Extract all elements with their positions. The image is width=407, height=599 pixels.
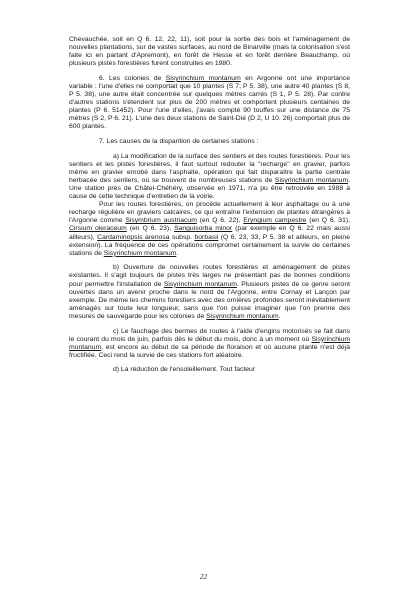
paragraph-c-text-2: , est encore au début de sa période de floraison et où aucune plante n'est déjà fructifiée. Ceci rend la survie de ces stations fort aléatoire. bbox=[69, 343, 350, 359]
taxon-name: Sisyrinchium montanum bbox=[206, 312, 279, 320]
paragraph-d-text: d) La réduction de l'ensoleillement. Tout facteur bbox=[113, 366, 256, 374]
paragraph-b-text-1: b) Ouverture de nouvelles routes forestières et aménagement de pistes existantes. Il s'agit toujours de pistes très larges ne présentant pas de bonnes conditions pour permettre l'installation de bbox=[69, 264, 350, 288]
routes-text-7: (Q 6. 23, 33, P 5. 38 et ailleurs, en pleine extension). La fréquence de ces opérations compromet certainement la survie de certaines stations de bbox=[69, 233, 350, 257]
taxon-name: Sisyrinchium montanum bbox=[163, 280, 237, 288]
routes-text-6: subsp. bbox=[169, 233, 195, 241]
taxon-name: Sanguisorba minor bbox=[174, 225, 233, 233]
paragraph-b-text-3: . bbox=[278, 312, 281, 320]
paragraph-c bbox=[69, 328, 350, 360]
taxon-name: Sisyrinchium montanum bbox=[103, 249, 177, 257]
section-7-heading bbox=[69, 138, 350, 146]
taxon-name: Cardaminopsis arenosa bbox=[97, 233, 170, 241]
paragraph-a-text-2: . Une station près de Châtel-Chéhéry, observée en 1971, n'a pu être retrouvée en 1988 à cause de cette technique d'entretien de la voirie. bbox=[69, 176, 351, 201]
section-6-paragraph bbox=[69, 75, 350, 132]
taxon-name: Eryngium campestre bbox=[243, 217, 307, 225]
section-6-text: en Argonne ont une importance variable : l'une d'elles ne comportait que 10 plantes (S 7, P 5. 38), une autre 40 plantes (S 8, P 5. 38), une autre était concentrée sur quelques mètres carrés (S 1, P 5. 28). Par contre d'autres stations s'étendent sur plus de 200 mètres et comportent plusieurs centaines de plantes (P 6. 51452). Pour l'une d'elles, j'avais compté 90 touffes sur une distance de 75 mètres (S 2, P 6. 21). L'une des deux stations de Saint-Dié (D 2, U 10. 26) comportait plus de 600 plantes. bbox=[69, 74, 350, 131]
routes-text-8: . bbox=[176, 249, 179, 257]
paragraph-a-text-1: a) La modification de la surface des sentiers et des routes forestières. Pour les sentiers et les pistes forestières, il faut surtout redouter la "recharge" en gravier, parfois même en gravier enrobé dans l'asphalte, opération qui fait disparaître la partie centrale herbacée des sentiers, où se trouvent de nombreuses stations de bbox=[69, 152, 350, 184]
routes-text-2: (en Q 6. 22), bbox=[196, 217, 244, 225]
paragraph-d bbox=[69, 366, 350, 374]
intro-paragraph bbox=[69, 36, 350, 68]
taxon-name: Sisyrinchium montanum bbox=[274, 176, 349, 184]
routes-text-5: (par exemple en Q 6. 22 mais aussi ailleurs), bbox=[69, 225, 350, 241]
routes-text-4: (en Q 6. 23), bbox=[126, 225, 175, 233]
section-6-lead: 6. Les colonies de bbox=[99, 74, 166, 82]
routes-text-1: Pour les routes forestières, on procède actuellement à leur asphaltage ou à une recharge régulière en graviers calcaires, ce qui entraîne l'extension de plantes étrangères à l'Argonne comme bbox=[69, 201, 350, 225]
taxon-name: Sisyrinchium montanum bbox=[165, 74, 241, 82]
page-body bbox=[69, 36, 350, 374]
taxon-name: Sisymbrium austriacum bbox=[125, 217, 197, 225]
paragraph-b bbox=[69, 264, 350, 321]
routes-text-3: (en Q 6. 31), bbox=[306, 217, 351, 225]
paragraph-b-text-2: . Plusieurs pistes de ce genre seront ouvertes dans un avenir proche dans le nord de l'Argonne, entre Cornay et Lançon par exemple. De même les chemins forestiers avec des ornières profondes seront inévitablement aménagés sur toute leur longueur, sans que l'on puisse imaginer que l'on prenne des mesures de sauvegarde pour les colonies de bbox=[69, 280, 351, 320]
paragraph-c-text-1: c) Le fauchage des bermes de routes à l'aide d'engins motorisés se fait dans le courant du mois de juin, parfois dès le début du mois, donc à un moment où bbox=[69, 327, 350, 343]
section-7-heading-text: 7. Les causes de la disparition de certaines stations : bbox=[99, 138, 259, 146]
intro-text: Chevauchée, soit en Q 6. 12, 22, 11), soit pour la sortie des bois et l'aménagement de nouvelles plantations, sur de vastes surfaces, au nord de Binarville (mais la colonisation s'est faite ici en partant d'Apremont), en forêt de Hesse et en forêt derrière Beauchamp, où plusieurs pistes forestières furent construites en 1980. bbox=[69, 36, 350, 68]
taxon-name: Sisyrinchium montanum bbox=[69, 335, 350, 351]
taxon-name: borbasii bbox=[194, 233, 219, 241]
paragraph-a-routes bbox=[69, 201, 350, 258]
page-number: 22 bbox=[200, 573, 207, 581]
paragraph-a-sentiers bbox=[69, 153, 350, 202]
taxon-name: Cirsium oleraceum bbox=[69, 225, 127, 233]
